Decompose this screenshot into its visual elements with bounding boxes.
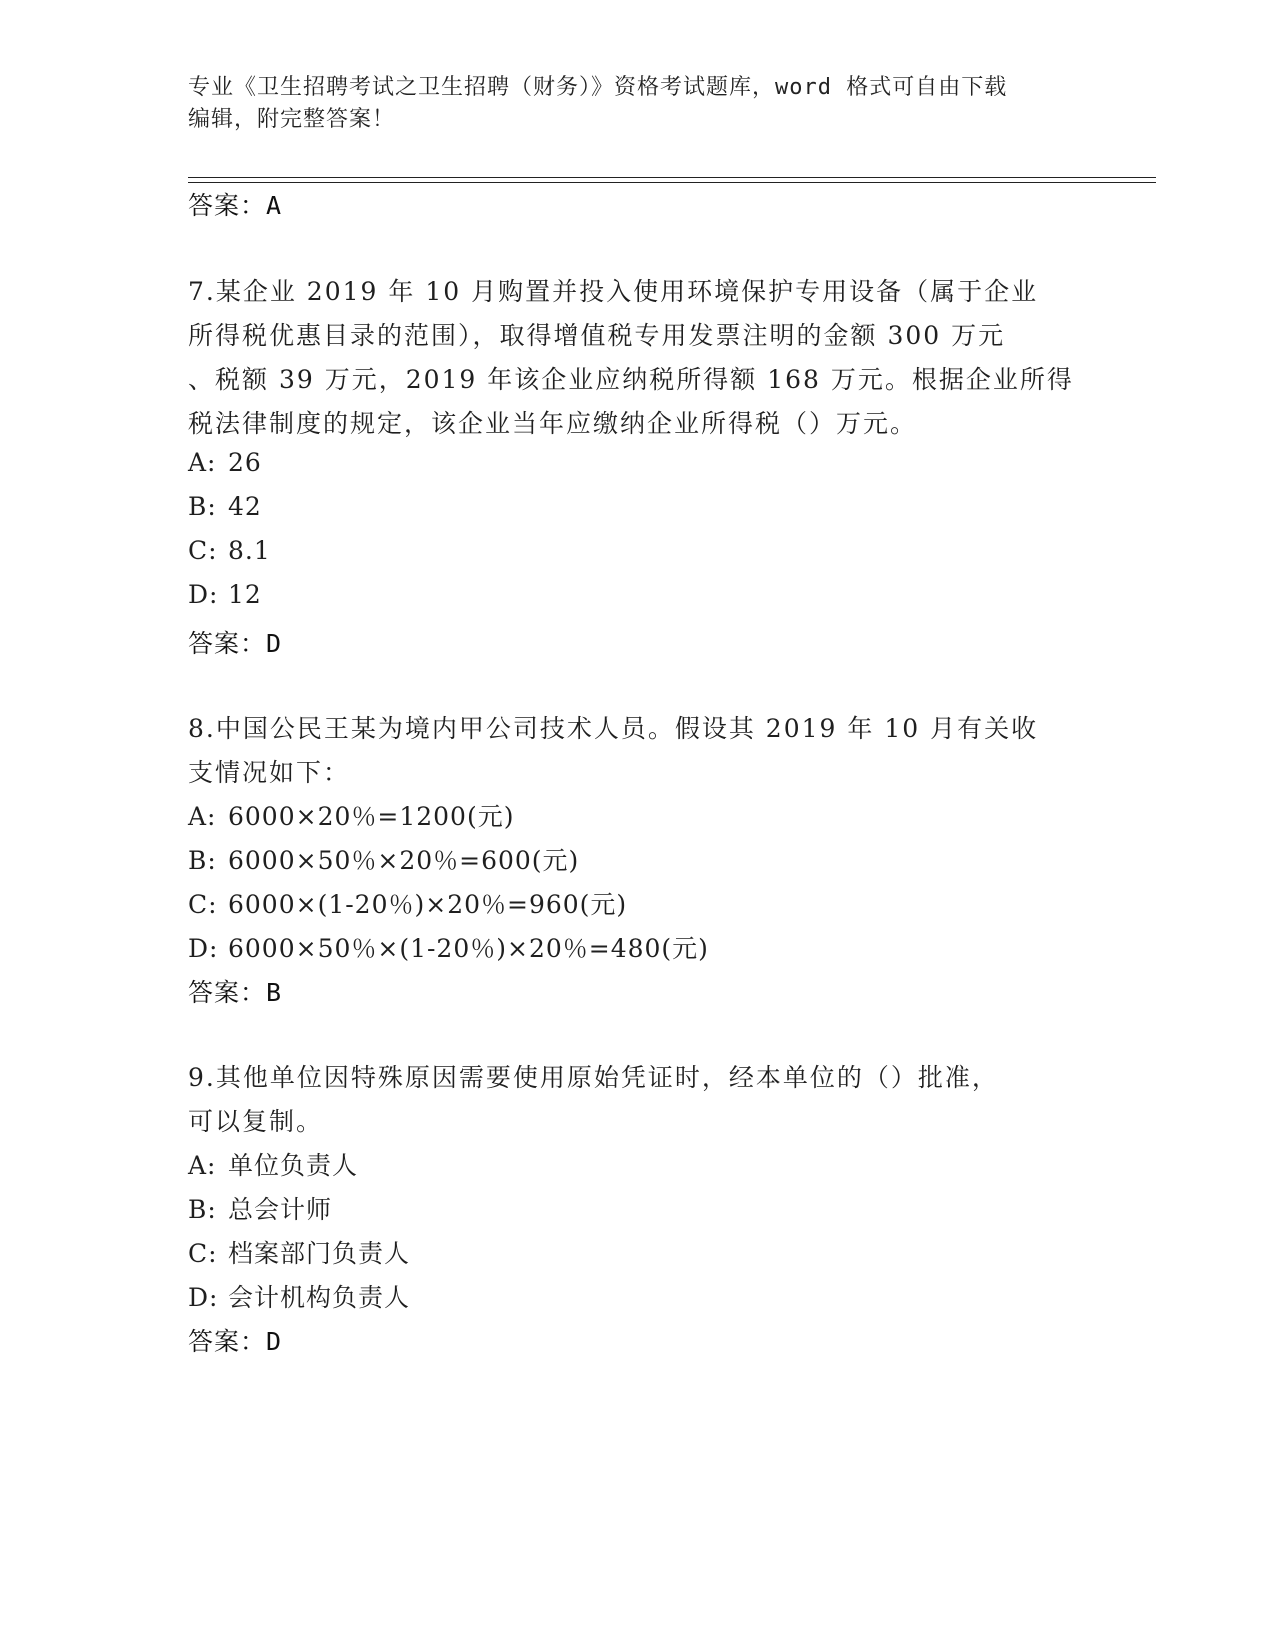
- option-text: 档案部门负责人: [228, 1239, 411, 1268]
- q7-option-b: [188, 492, 262, 521]
- option-text: 单位负责人: [228, 1151, 359, 1180]
- option-label: A:: [188, 448, 217, 477]
- q7-option-c: [188, 536, 271, 565]
- q7-answer: 答案：D: [188, 629, 283, 658]
- q9-option-c: [188, 1234, 410, 1270]
- header-rule-top: [188, 177, 1156, 178]
- q7-stem-line-1: 7.某企业 2019 年 10 月购置并投入使用环境保护专用设备（属于企业: [188, 277, 1039, 306]
- option-label: B:: [188, 1195, 217, 1224]
- q8-stem-line-2: 支情况如下：: [188, 758, 351, 787]
- q8-option-b: [188, 841, 579, 877]
- q9-option-b: [188, 1190, 332, 1226]
- header-line-1: 专业《卫生招聘考试之卫生招聘（财务）》资格考试题库，word 格式可自由下载: [188, 75, 1008, 100]
- q8-answer: 答案：B: [188, 978, 283, 1007]
- option-text: 8.1: [228, 536, 271, 565]
- option-text: 26: [228, 448, 262, 477]
- q9-option-a: [188, 1146, 358, 1182]
- q9-stem-line-1: 9.其他单位因特殊原因需要使用原始凭证时，经本单位的（）批准，: [188, 1063, 999, 1092]
- option-text: 6000×(1-20％)×20％=960(元): [228, 890, 628, 919]
- header-line-2: 编辑，附完整答案！: [188, 107, 396, 132]
- q7-stem-line-4: 税法律制度的规定，该企业当年应缴纳企业所得税（）万元。: [188, 409, 918, 438]
- q9-answer: 答案：D: [188, 1327, 283, 1356]
- document-header: [188, 72, 1088, 136]
- option-label: C:: [188, 890, 218, 919]
- q8-option-d: [188, 929, 709, 965]
- q7-option-d: [188, 580, 262, 609]
- option-label: C:: [188, 1239, 218, 1268]
- q9-stem-line-2: 可以复制。: [188, 1107, 324, 1136]
- q9-option-d: [188, 1278, 410, 1314]
- option-text: 42: [228, 492, 262, 521]
- q8-option-a: [188, 797, 514, 833]
- q8-option-c: [188, 885, 627, 921]
- previous-answer: 答案：A: [188, 191, 283, 220]
- option-label: A:: [188, 802, 217, 831]
- option-label: D:: [188, 580, 219, 609]
- q7-stem-line-3: 、税额 39 万元，2019 年该企业应纳税所得额 168 万元。根据企业所得: [188, 365, 1074, 394]
- option-text: 会计机构负责人: [228, 1283, 411, 1312]
- option-label: D:: [188, 1283, 219, 1312]
- option-text: 6000×50％×20％=600(元): [228, 846, 580, 875]
- header-rule-bottom: [188, 182, 1156, 183]
- q7-stem-line-2: 所得税优惠目录的范围），取得增值税专用发票注明的金额 300 万元: [188, 321, 1006, 350]
- q8-stem-line-1: 8.中国公民王某为境内甲公司技术人员。假设其 2019 年 10 月有关收: [188, 714, 1039, 743]
- option-label: D:: [188, 934, 219, 963]
- option-text: 6000×50％×(1-20％)×20％=480(元): [228, 934, 709, 963]
- option-label: A:: [188, 1151, 217, 1180]
- q7-option-a: [188, 448, 262, 477]
- option-label: B:: [188, 492, 217, 521]
- option-text: 6000×20％=1200(元): [228, 802, 515, 831]
- option-text: 总会计师: [228, 1195, 333, 1224]
- option-label: B:: [188, 846, 217, 875]
- option-label: C:: [188, 536, 218, 565]
- option-text: 12: [228, 580, 262, 609]
